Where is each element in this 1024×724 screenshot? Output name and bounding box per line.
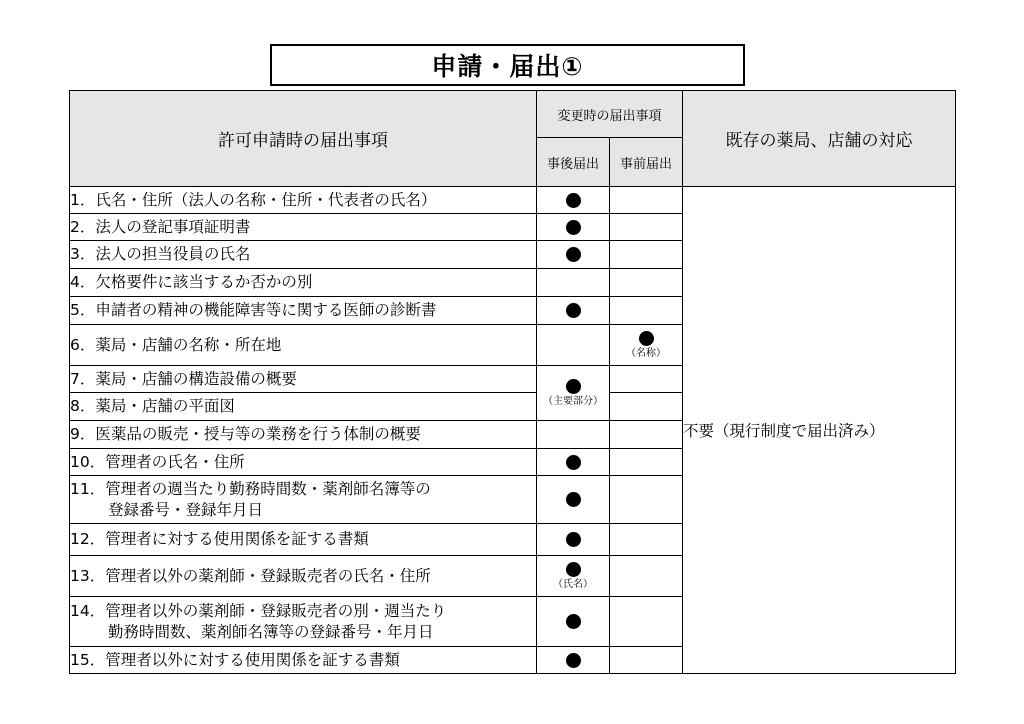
bullet-marker (566, 379, 581, 394)
item-label-line2: 登録番号・登録年月日 (108, 500, 264, 519)
before-cell (610, 597, 683, 647)
header-after-notification: 事後届出 (537, 138, 610, 187)
bullet-marker (566, 455, 581, 470)
header-existing-response: 既存の薬局、店舗の対応 (683, 91, 956, 187)
item-label: 6．薬局・店舗の名称・所在地 (70, 325, 537, 366)
item-label: 8．薬局・店舗の平面図 (70, 393, 537, 421)
item-label: 13．管理者以外の薬剤師・登録販売者の氏名・住所 (70, 556, 537, 597)
item-label: 5．申請者の精神の機能障害等に関する医師の診断書 (70, 297, 537, 325)
before-cell (610, 449, 683, 476)
before-cell (610, 476, 683, 524)
item-label: 7．薬局・店舗の構造設備の概要 (70, 366, 537, 393)
item-label: 4．欠格要件に該当するか否かの別 (70, 269, 537, 297)
item-label (70, 476, 537, 524)
before-cell (610, 556, 683, 597)
before-cell (610, 647, 683, 674)
item-label: 12．管理者に対する使用関係を証する書類 (70, 524, 537, 556)
bullet-marker (566, 653, 581, 668)
after-cell (537, 187, 610, 214)
note-name: （名称） (626, 347, 666, 359)
bullet-marker (639, 331, 654, 346)
item-label: 15．管理者以外に対する使用関係を証する書類 (70, 647, 537, 674)
before-cell (610, 187, 683, 214)
before-cell (610, 297, 683, 325)
after-cell (537, 214, 610, 241)
bullet-marker (566, 614, 581, 629)
before-cell (610, 325, 683, 366)
after-cell (537, 556, 610, 597)
before-cell (610, 214, 683, 241)
note-main-part: （主要部分） (543, 395, 603, 407)
bullet-marker (566, 247, 581, 262)
bullet-marker (566, 562, 581, 577)
after-cell (537, 269, 610, 297)
existing-response-cell: 不要（現行制度で届出済み） (683, 187, 956, 674)
after-cell (537, 449, 610, 476)
after-cell (537, 524, 610, 556)
table-row (70, 187, 956, 214)
item-label: 1．氏名・住所（法人の名称・住所・代表者の氏名） (70, 187, 537, 214)
item-label: 2．法人の登記事項証明書 (70, 214, 537, 241)
page-title: 申請・届出① (270, 44, 745, 86)
after-cell (537, 366, 610, 421)
notification-table (69, 90, 956, 674)
bullet-marker (566, 532, 581, 547)
header-items: 許可申請時の届出事項 (70, 91, 537, 187)
after-cell (537, 297, 610, 325)
after-cell (537, 241, 610, 269)
before-cell (610, 421, 683, 449)
item-label: 10．管理者の氏名・住所 (70, 449, 537, 476)
bullet-marker (566, 193, 581, 208)
item-label (70, 597, 537, 647)
after-cell (537, 476, 610, 524)
header-before-notification: 事前届出 (610, 138, 683, 187)
item-label-line1: 11．管理者の週当たり勤務時間数・薬剤師名簿等の (70, 479, 431, 498)
bullet-marker (566, 303, 581, 318)
after-cell (537, 597, 610, 647)
before-cell (610, 524, 683, 556)
bullet-marker (566, 492, 581, 507)
item-label: 9．医薬品の販売・授与等の業務を行う体制の概要 (70, 421, 537, 449)
after-cell (537, 325, 610, 366)
after-cell (537, 421, 610, 449)
item-label-line1: 14．管理者以外の薬剤師・登録販売者の別・週当たり (70, 601, 447, 620)
bullet-marker (566, 220, 581, 235)
item-label-line2: 勤務時間数、薬剤師名簿等の登録番号・年月日 (108, 622, 434, 641)
before-cell (610, 269, 683, 297)
before-cell (610, 393, 683, 421)
item-label: 3．法人の担当役員の氏名 (70, 241, 537, 269)
after-cell (537, 647, 610, 674)
before-cell (610, 366, 683, 393)
before-cell (610, 241, 683, 269)
header-change-notification: 変更時の届出事項 (537, 91, 683, 138)
note-person-name: （氏名） (553, 578, 593, 590)
